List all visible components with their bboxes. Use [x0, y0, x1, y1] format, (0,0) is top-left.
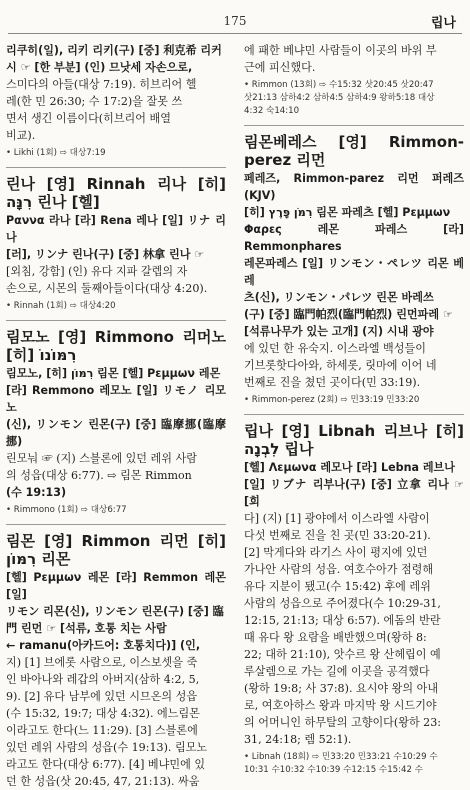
header-rule: [8, 33, 462, 34]
entry-rimmon-perez: [244, 134, 464, 407]
entry-line: 12:15, 21:13; 대상 6:57). 에돔의 반란: [244, 614, 441, 627]
reference-note: • Likhi (1회) ⇨ 대상7:19: [6, 148, 106, 158]
reference-note: • Rimmon (13회) ⇨ 수15:32 삿20:45 삿20:47 삿21:13 삼하4:2 삼하4:5 삼하4:9 왕하5:18 대상 4:32 숙14:10: [244, 80, 435, 116]
entry-line: 페레즈, Rimmon-parez 리먼 퍼레즈(KJV): [244, 172, 464, 202]
entry-line: 이라고도 한다(느 11:29). [3] 스블론에: [6, 724, 198, 737]
entry-line: [2] 막게다와 라기스 사이 평지에 있던: [244, 546, 428, 559]
entry-line: [러], リンナ 린나(구) [중] 林拿 린나 ☞: [6, 248, 205, 261]
entry-line: Ραννα 라나 [라] Rena 레나 [일] リナ 리나: [6, 214, 226, 244]
entry-line: 번째로 진을 쳤던 곳이다(민 33:19).: [244, 376, 421, 389]
entry-line: 라고도 한다(대상 6:77). [4] 베냐민에 있: [6, 758, 206, 771]
entry-line: (구) [중] 臨門帕烈(臨門帕烈) 린먼파레 ☞: [244, 308, 453, 321]
entry-line: (수 15:32, 19:7; 대상 4:32). 에느림몬: [6, 707, 200, 720]
entry-libnah: [244, 423, 464, 777]
entry-line: Φαρες 레몬 파레스 [라] Remmonphares: [244, 223, 464, 253]
entry-line: 리쿠히(일), 리키 리키(구) [중] 利克希 리커: [6, 44, 222, 57]
entry-separator: [6, 524, 226, 525]
entry-separator: [6, 320, 226, 321]
entry-line: 인 바아나와 레갑의 아버지(삼하 4:2, 5,: [6, 673, 200, 686]
entry-line: 사람의 성읍으로 주어졌다(수 10:29-31,: [244, 597, 441, 610]
entry-line: 9). [2] 유다 남부에 있던 시므온의 성읍: [6, 690, 198, 703]
running-head: 립나: [430, 16, 456, 31]
page-header: [0, 0, 470, 40]
entry-line: [석류나무가 있는 고개] (지) 시내 광야: [244, 325, 434, 338]
entry-line: 의 어머니인 하무탈의 고향이다(왕하 23:: [244, 716, 442, 729]
entry-line: 스미다의 아들(대상 7:19). 히브리어 헬: [6, 78, 197, 91]
entry-line: 던 한 성읍(삿 20:45, 47, 21:13). 싸움: [6, 775, 200, 788]
reference-note: • Rimmon-perez (2회) ⇨ 민33:19 민33:20: [244, 395, 420, 405]
entry-line: 루살렘으로 가는 길에 이곳을 공격했다: [244, 665, 430, 678]
entry-separator: [244, 125, 464, 126]
entry-line: (신), リンモン 린몬(구) [중] 臨摩挪(臨摩挪): [6, 418, 226, 448]
entry-headline: 림모노 [영] Rimmono 리머노 [히] רִמּוֹנוֹ: [6, 328, 226, 364]
entry-line: 레몬파레스 [일] リンモン・ペレツ 리몬 베레: [244, 257, 464, 287]
entry-line: (수 19:13): [6, 486, 67, 499]
entry-line: 근에 피신했다.: [244, 61, 316, 74]
entry-rikhi: [6, 42, 226, 160]
entry-line: 유다 지분이 됐고(수 15:42) 후에 레위: [244, 580, 431, 593]
reference-note: • Rimmono (1회) ⇨ 대상6:77: [6, 505, 127, 515]
entry-line: 가나안 사람의 성읍. 여호수아가 점령해: [244, 563, 434, 576]
entry-separator: [6, 167, 226, 168]
entry-rimmon: [6, 533, 226, 790]
entry-line: [외침, 강함] (인) 유다 지파 갈렙의 자: [6, 265, 188, 278]
entry-line: [헬] Λεμωνα 레모나 [라] Lebna 레브나: [244, 461, 455, 474]
entry-headline: 립나 [영] Libnah 리브나 [히] לִבְנָה 립나: [244, 422, 464, 458]
entry-line: 림모노, [히] רִמּוֹן 림몬 [헬] Ρεμμων 레몬: [6, 367, 221, 380]
entry-line: 린모눠 ☞ (지) 스블론에 있던 레위 사람: [6, 452, 197, 465]
entry-rimmon-cont: [244, 42, 464, 118]
entry-line: 에 있던 한 유숙지. 이스라엘 백성들이: [244, 342, 426, 355]
page-number: 175: [223, 14, 247, 28]
reference-note: • Rinnah (1회) ⇨ 대상4:20: [6, 301, 116, 311]
entry-line: 때 유다 왕 요람을 배반했으며(왕하 8:: [244, 631, 427, 644]
entry-rinnah: [6, 176, 226, 313]
entry-headline: 림몬 [영] Rimmon 리먼 [히] רִמּוֹן 리몬: [6, 532, 226, 568]
entry-line: [일] リブナ 리부나(구) [중] 立拿 리나 ☞ [희: [244, 478, 464, 508]
entry-headline: 린나 [영] Rinnah 리나 [히] רִנָּה 린나 [헬]: [6, 175, 226, 211]
entry-line: 로, 여호아하스 왕과 마지막 왕 시드기야: [244, 699, 437, 712]
left-column: [6, 42, 226, 790]
entry-separator: [244, 414, 464, 415]
entry-line: 의 성읍(대상 6:77). ⇨ 림몬 Rimmon: [6, 469, 192, 482]
entry-line: 22; 대하 21:10), 앗수르 왕 산헤립이 예: [244, 648, 441, 661]
entry-line: 31, 24:18; 렘 52:1).: [244, 733, 352, 746]
entry-line: 있던 레위 사람의 성읍(수 19:13). 림모노: [6, 741, 208, 754]
entry-line: リモン 리몬(신), リンモン 린몬(구) [중] 臨: [6, 605, 224, 618]
entry-headline: 림몬베레스 [영] Rimmon-perez 리먼: [244, 133, 464, 169]
entry-line: 시 ☞ [한 부분] (인) 므낫세 자손으로,: [6, 61, 193, 74]
entry-line: [라] Remmono 레모노 [일] リモノ 리모노: [6, 384, 226, 414]
entry-line: 손으로, 시몬의 둘째아들이다(대상 4:20).: [6, 282, 208, 295]
entry-line: 다] (지) [1] 광야에서 이스라엘 사람이: [244, 512, 430, 525]
entry-line: 츠(신), リンモン・パレツ 린몬 바레쓰: [244, 291, 434, 304]
entry-line: 기브롯핫다아와, 하세롯, 릿마에 이어 네: [244, 359, 437, 372]
entry-line: ← ramanu(아카드어: 호통치다)] (인,: [6, 639, 201, 652]
entry-line: 지) [1] 브에롯 사람으로, 이스보셋을 죽: [6, 656, 198, 669]
right-column: [244, 42, 464, 777]
entry-line: 에 패한 베냐민 사람들이 이곳의 바위 부: [244, 44, 437, 57]
entry-line: 門 린먼 ☞ [석류, 호통 치는 사람: [6, 622, 167, 635]
entry-line: (왕하 19:8; 사 37:8). 요시야 왕의 아내: [244, 682, 439, 695]
entry-rimmono: [6, 329, 226, 517]
entry-line: [헬] Ρεμμων 레몬 [라] Remmon 레몬 [일]: [6, 571, 226, 601]
entry-line: 레(한 민 26:30; 수 17:2)을 잘못 쓰: [6, 95, 183, 108]
entry-line: 다섯 번째로 진을 친 곳(민 33:20-21).: [244, 529, 431, 542]
entry-line: 비교).: [6, 129, 36, 142]
entry-line: [히] רִמֹּן פָּרֶץ 림몬 파레츠 [헬] Ρεμμων: [244, 206, 451, 219]
entry-line: 면서 생긴 이름이다(히브리어 배열: [6, 112, 171, 125]
reference-note: • Libnah (18회) ⇨ 민33:20 민33:21 수10:29 수 10:31 수10:32 수10:39 수12:15 수15:42 수: [244, 752, 438, 775]
